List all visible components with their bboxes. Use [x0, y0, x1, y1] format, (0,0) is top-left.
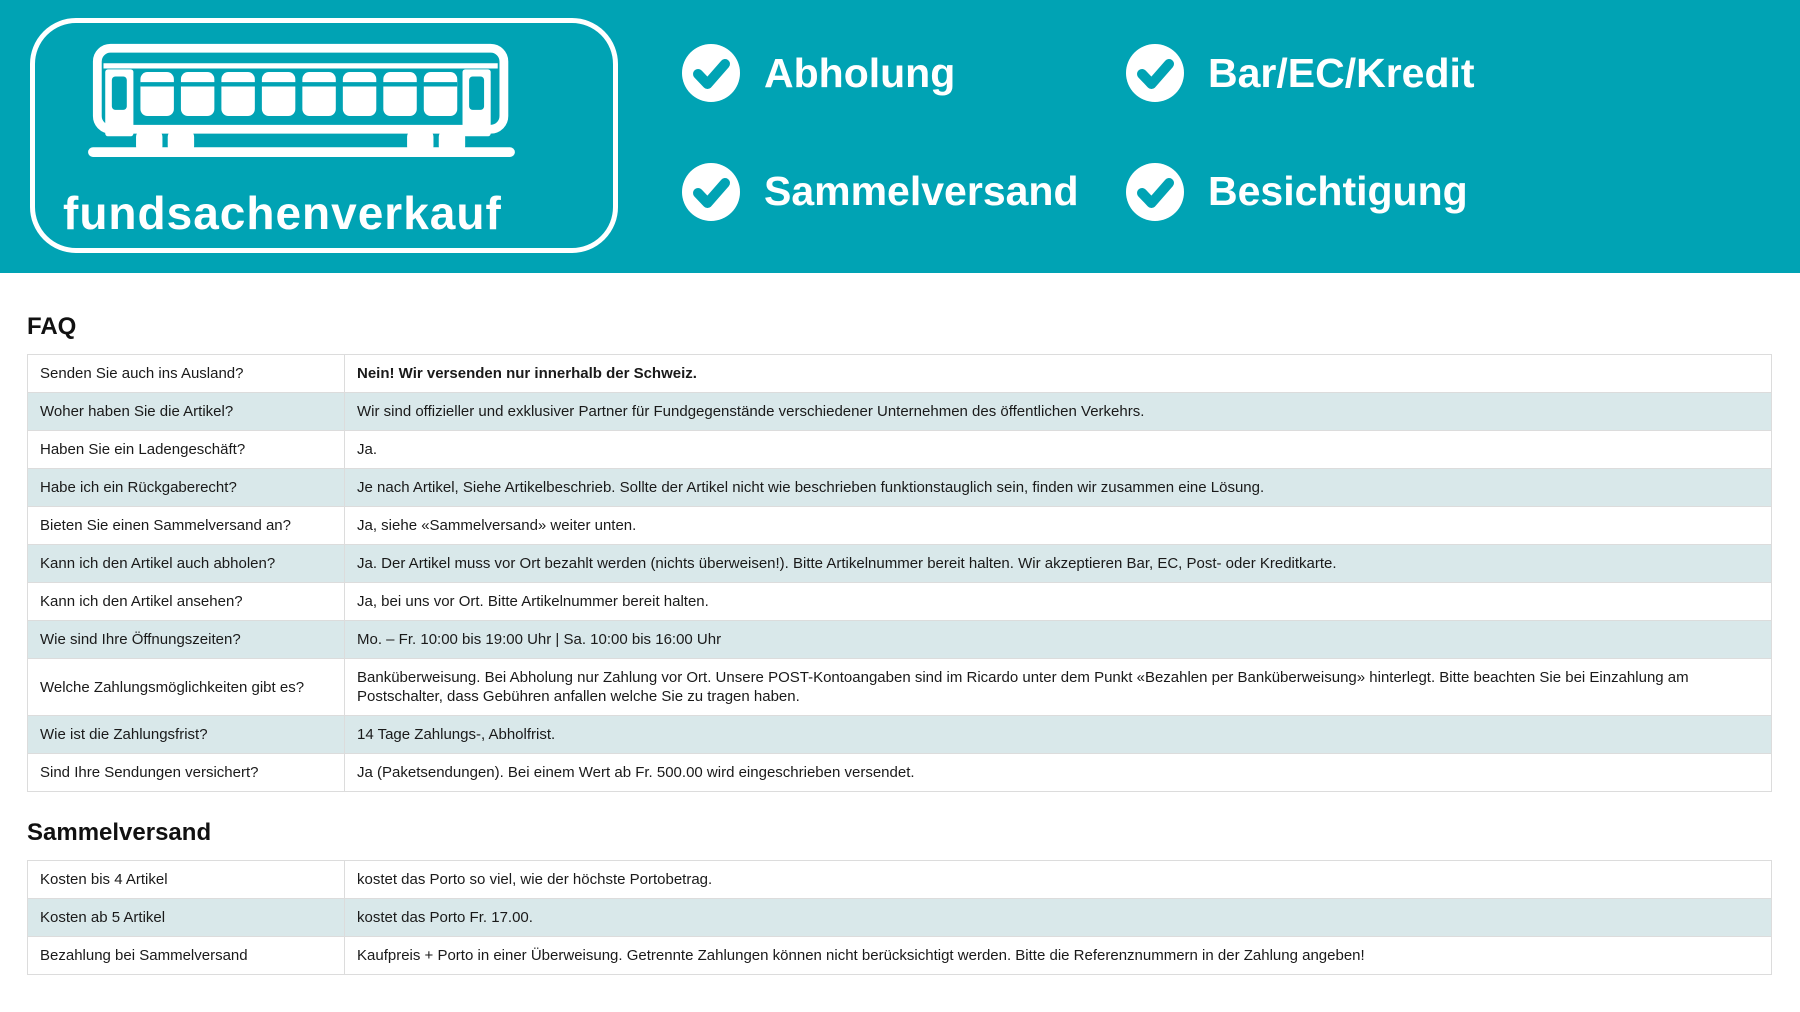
- train-wagon-icon: [61, 43, 593, 175]
- table-row: [28, 393, 1772, 431]
- faq-title: FAQ: [27, 313, 77, 340]
- logo-wordmark: fundsachenverkauf: [63, 187, 502, 239]
- faq-answer: Ja.: [345, 431, 1772, 469]
- faq-answer: Ja, siehe «Sammelversand» weiter unten.: [345, 507, 1772, 545]
- table-row: [28, 431, 1772, 469]
- faq-question: Wie ist die Zahlungsfrist?: [28, 716, 345, 754]
- table-row: [28, 469, 1772, 507]
- faq-table: [27, 354, 1772, 792]
- feature-label: Sammelversand: [764, 168, 1079, 215]
- checkmark-icon: [1126, 163, 1184, 221]
- faq-question: Haben Sie ein Ladengeschäft?: [28, 431, 345, 469]
- faq-question: Senden Sie auch ins Ausland?: [28, 355, 345, 393]
- table-row: [28, 659, 1772, 716]
- page-content: [0, 273, 1800, 975]
- sammelversand-question: Kosten ab 5 Artikel: [28, 899, 345, 937]
- checkmark-icon: [682, 163, 740, 221]
- feature-besichtigung: [1126, 163, 1790, 221]
- faq-section: [27, 313, 1772, 792]
- sammelversand-answer: Kaufpreis + Porto in einer Überweisung. Getrennte Zahlungen können nicht berücksichtigt werden. Bitte die Referenznummern in der Zahlung angeben!: [345, 937, 1772, 975]
- faq-question: Wie sind Ihre Öffnungszeiten?: [28, 621, 345, 659]
- sammelversand-section: [27, 819, 1772, 975]
- faq-answer: Nein! Wir versenden nur innerhalb der Schweiz.: [345, 355, 1772, 393]
- sammelversand-question: Bezahlung bei Sammelversand: [28, 937, 345, 975]
- header-banner: [0, 0, 1800, 273]
- table-row: [28, 861, 1772, 899]
- faq-answer: Ja (Paketsendungen). Bei einem Wert ab Fr. 500.00 wird eingeschrieben versendet.: [345, 754, 1772, 792]
- feature-abholung: [682, 44, 1126, 102]
- faq-answer: 14 Tage Zahlungs-, Abholfrist.: [345, 716, 1772, 754]
- shop-logo: [30, 18, 618, 253]
- table-row: [28, 583, 1772, 621]
- table-row: [28, 507, 1772, 545]
- table-row: [28, 621, 1772, 659]
- faq-question: Sind Ihre Sendungen versichert?: [28, 754, 345, 792]
- sammelversand-answer: kostet das Porto so viel, wie der höchste Portobetrag.: [345, 861, 1772, 899]
- table-row: [28, 355, 1772, 393]
- feature-sammelversand: [682, 163, 1126, 221]
- feature-list: [682, 0, 1790, 273]
- faq-question: Woher haben Sie die Artikel?: [28, 393, 345, 431]
- faq-question: Kann ich den Artikel auch abholen?: [28, 545, 345, 583]
- feature-label: Abholung: [764, 49, 956, 96]
- sammelversand-question: Kosten bis 4 Artikel: [28, 861, 345, 899]
- feature-bar-ec-kredit: [1126, 44, 1790, 102]
- faq-answer: Mo. – Fr. 10:00 bis 19:00 Uhr | Sa. 10:00 bis 16:00 Uhr: [345, 621, 1772, 659]
- table-row: [28, 937, 1772, 975]
- faq-question: Habe ich ein Rückgaberecht?: [28, 469, 345, 507]
- faq-answer: Je nach Artikel, Siehe Artikelbeschrieb. Sollte der Artikel nicht wie beschrieben funktionstauglich sein, finden wir zusammen eine Lösung.: [345, 469, 1772, 507]
- faq-answer: Ja, bei uns vor Ort. Bitte Artikelnummer bereit halten.: [345, 583, 1772, 621]
- checkmark-icon: [1126, 44, 1184, 102]
- checkmark-icon: [682, 44, 740, 102]
- sammelversand-title: Sammelversand: [27, 819, 212, 846]
- faq-question: Bieten Sie einen Sammelversand an?: [28, 507, 345, 545]
- sammelversand-table: [27, 860, 1772, 975]
- feature-label: Besichtigung: [1208, 168, 1468, 215]
- table-row: [28, 716, 1772, 754]
- table-row: [28, 754, 1772, 792]
- table-row: [28, 545, 1772, 583]
- table-row: [28, 899, 1772, 937]
- feature-label: Bar/EC/Kredit: [1208, 49, 1475, 96]
- sammelversand-answer: kostet das Porto Fr. 17.00.: [345, 899, 1772, 937]
- faq-question: Welche Zahlungsmöglichkeiten gibt es?: [28, 659, 345, 716]
- faq-answer: Banküberweisung. Bei Abholung nur Zahlung vor Ort. Unsere POST-Kontoangaben sind im Ricardo unter dem Punkt «Bezahlen per Banküberweisung» hinterlegt. Bitte beachten Sie bei Einzahlung am Postschalter, dass Gebühren anfallen welche Sie zu tragen haben.: [345, 659, 1772, 716]
- faq-answer: Ja. Der Artikel muss vor Ort bezahlt werden (nichts überweisen!). Bitte Artikelnummer bereit halten. Wir akzeptieren Bar, EC, Post- oder Kreditkarte.: [345, 545, 1772, 583]
- faq-question: Kann ich den Artikel ansehen?: [28, 583, 345, 621]
- faq-answer: Wir sind offizieller und exklusiver Partner für Fundgegenstände verschiedener Unternehmen des öffentlichen Verkehrs.: [345, 393, 1772, 431]
